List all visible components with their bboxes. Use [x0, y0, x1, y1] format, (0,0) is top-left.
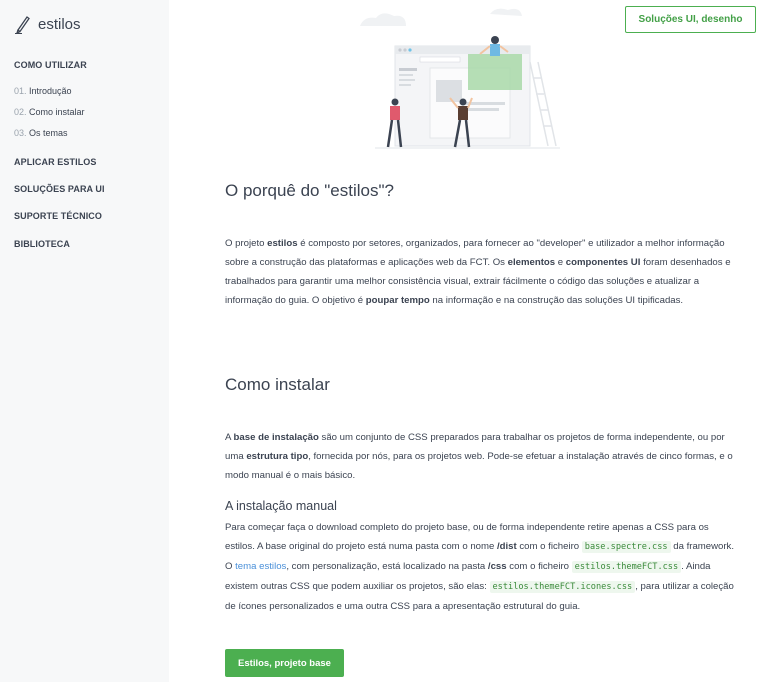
brand-name: estilos	[38, 15, 81, 33]
nav-section-suporte-tecnico[interactable]: SUPORTE TÉCNICO	[14, 211, 103, 221]
nav-item-os-temas[interactable]	[14, 128, 68, 138]
hero-illustration	[350, 2, 580, 152]
nav-section-solucoes-ui[interactable]: SOLUÇÕES PARA UI	[14, 184, 105, 194]
nav-item-label: Como instalar	[29, 107, 85, 117]
nav-item-number: 02.	[14, 107, 27, 117]
brand[interactable]	[14, 14, 81, 34]
pen-icon	[14, 14, 32, 34]
sidebar	[0, 0, 169, 682]
nav-item-como-instalar[interactable]	[14, 107, 85, 117]
nav-item-label: Os temas	[29, 128, 68, 138]
nav-item-number: 03.	[14, 128, 27, 138]
nav-item-label: Introdução	[29, 86, 72, 96]
section-title-why: O porquê do "estilos"?	[225, 181, 394, 200]
nav-item-introducao[interactable]	[14, 86, 72, 96]
install-paragraph: A base de instalação são um conjunto de CSS preparados para trabalhar os projetos de forma independente, ou por uma estrutura tipo, fornecida por nós, para os projetos web. Pode-se efetuar a instalação através de cinco formas, e o modo manual é o mais básico.	[225, 432, 733, 481]
nav-section-biblioteca[interactable]: BIBLIOTECA	[14, 239, 70, 249]
code-base-spectre: base.spectre.css	[582, 541, 671, 553]
nav-section-como-utilizar[interactable]: COMO UTILIZAR	[14, 60, 87, 70]
nav-section-aplicar-estilos[interactable]: APLICAR ESTILOS	[14, 157, 97, 167]
manual-paragraph: Para começar faça o download completo do projeto base, ou de forma independente retire apenas a CSS para os estilos. A base original do projeto está numa pasta com o nome /dist com o ficheiro base.spectre.css da framework. O tema estilos, com personalização, está localizado na pasta /css com o ficheiro estilos.themeFCT.css . Ainda existem outras CSS que podem auxiliar os projetos, são elas: estilos.themeFCT.icones.css , para utilizar a coleção de ícones personalizados e uma outra CSS para a apresentação estrutural do guia.	[225, 522, 735, 612]
code-theme-fct: estilos.themeFCT.css	[572, 561, 681, 573]
code-theme-fct-icones: estilos.themeFCT.icones.css	[490, 581, 636, 593]
nav-item-number: 01.	[14, 86, 27, 96]
ui-solutions-button[interactable]: Soluções UI, desenho	[625, 6, 756, 33]
theme-link[interactable]: tema estilos	[235, 561, 287, 572]
why-paragraph: O projeto estilos é composto por setores, organizados, para fornecer ao "developer" e utilizador a melhor informação sobre a construção das plataformas e aplicações web da FCT. Os elementos e componentes UI foram desenhados e trabalhados para garantir uma melhor consistência visual, extrair fácilmente o código das soluções e atualizar a informação do guia. O objetivo é poupar tempo na informação e na construção das soluções UI tipificadas.	[225, 238, 731, 306]
base-project-button[interactable]: Estilos, projeto base	[225, 649, 344, 677]
section-title-install: Como instalar	[225, 375, 330, 394]
subsection-title-manual: A instalação manual	[225, 499, 337, 513]
